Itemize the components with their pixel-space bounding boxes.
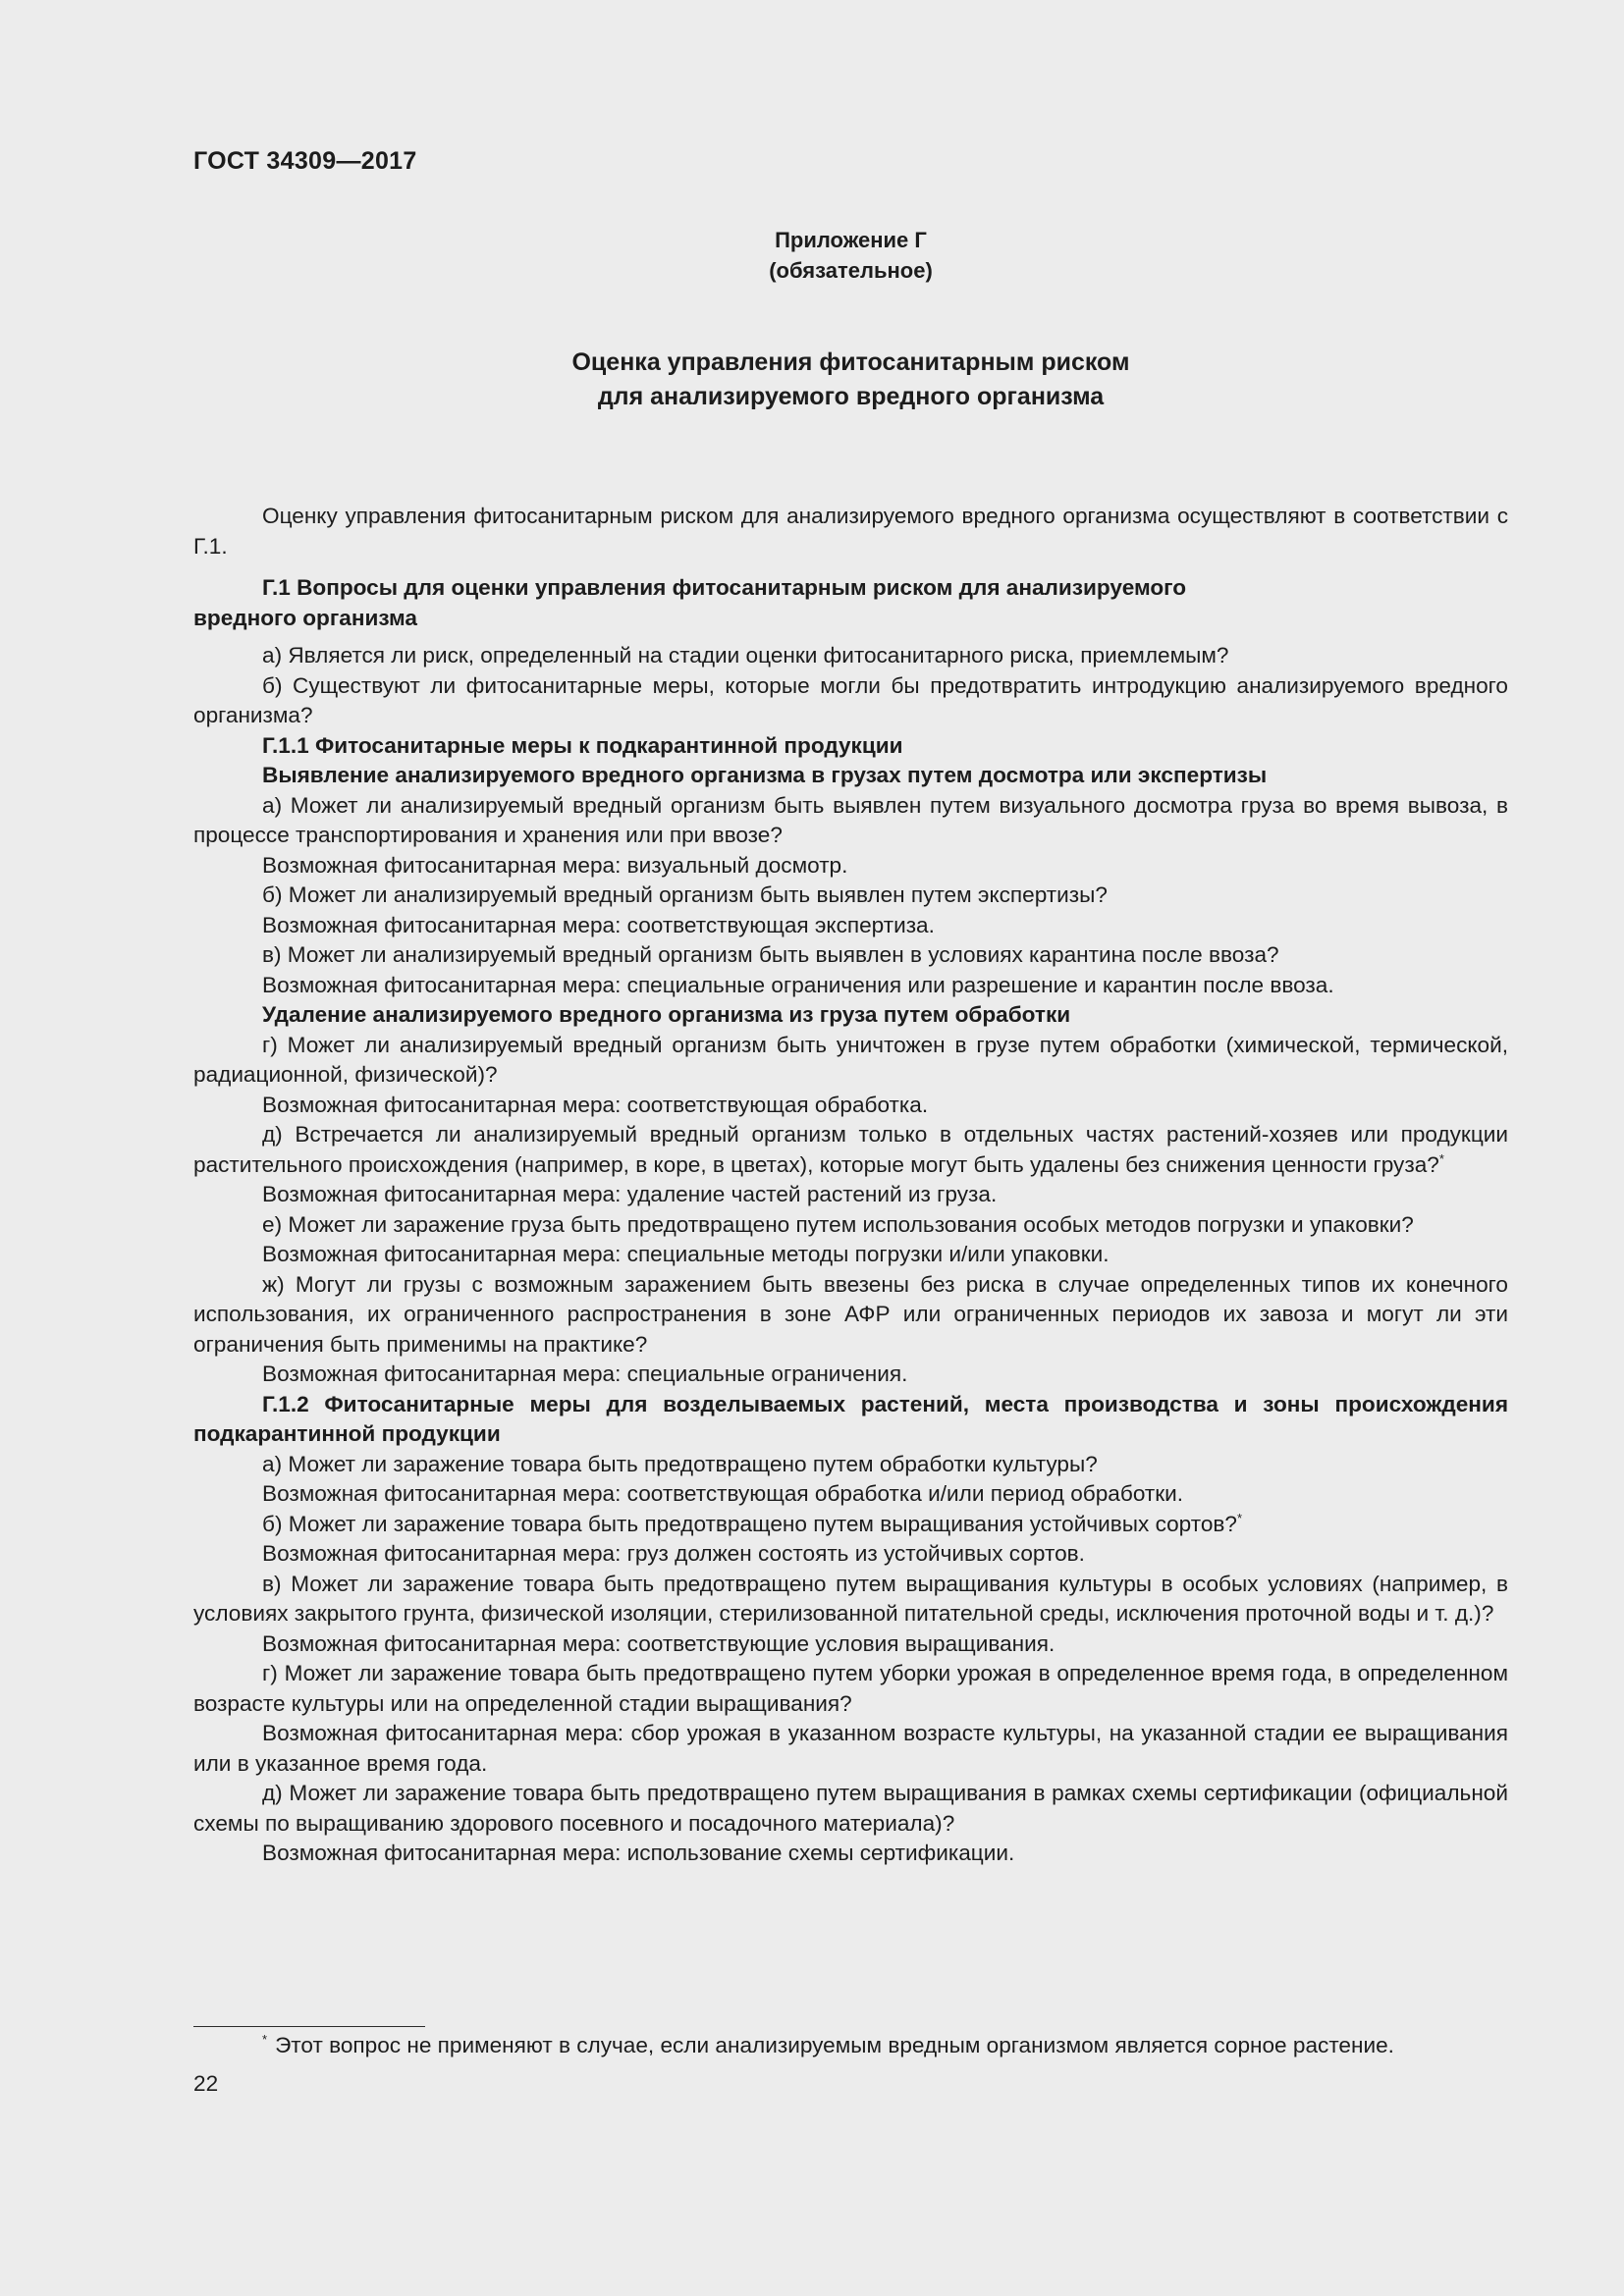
document-title bbox=[193, 346, 1508, 414]
paragraph: а) Может ли анализируемый вредный организм быть выявлен путем визуального досмотра груза во время вывоза, в процессе транспортирования и хранения или при ввозе? bbox=[193, 792, 1508, 847]
footnote-marker: * bbox=[262, 2032, 268, 2047]
section-heading: Выявление анализируемого вредного организма в грузах путем досмотра или экспертизы bbox=[262, 763, 1268, 787]
paragraph: б) Может ли анализируемый вредный организм быть выявлен путем экспертизы? bbox=[262, 882, 1108, 907]
section-heading: Г.1.2 Фитосанитарные меры для возделываемых растений, места производства и зоны происхождения подкарантинной продукции bbox=[193, 1391, 1508, 1446]
paragraph: в) Может ли заражение товара быть предотвращено путем выращивания культуры в особых условиях (например, в условиях закрытого грунта, физической изоляции, стерилизованной питательной среды, исключения проточной воды и т. д.)? bbox=[193, 1571, 1508, 1626]
footnote-reference: * bbox=[1438, 1150, 1444, 1166]
paragraph: Возможная фитосанитарная мера: соответствующая обработка и/или период обработки. bbox=[262, 1481, 1184, 1506]
section-heading: Г.1 Вопросы для оценки управления фитосанитарным риском для анализируемого вредного организма bbox=[193, 575, 1187, 630]
paragraph: д) Может ли заражение товара быть предотвращено путем выращивания в рамках схемы сертификации (официальной схемы по выращиванию здорового посевного и посадочного материала)? bbox=[193, 1781, 1508, 1836]
paragraph: Возможная фитосанитарная мера: груз должен состоять из устойчивых сортов. bbox=[262, 1541, 1085, 1566]
footnote-text: Этот вопрос не применяют в случае, если анализируемым вредным организмом является сорное растение. bbox=[275, 2033, 1394, 2057]
appendix-title: Приложение Г bbox=[775, 228, 927, 252]
paragraph: г) Может ли заражение товара быть предотвращено путем уборки урожая в определенное время года, в определенном возрасте культуры или на определенной стадии выращивания? bbox=[193, 1661, 1508, 1716]
standard-number: ГОСТ 34309—2017 bbox=[193, 147, 417, 175]
paragraph: Возможная фитосанитарная мера: использование схемы сертификации. bbox=[262, 1841, 1015, 1865]
paragraph: Возможная фитосанитарная мера: соответствующие условия выращивания. bbox=[262, 1630, 1056, 1656]
paragraph: Возможная фитосанитарная мера: удаление частей растений из груза. bbox=[262, 1182, 998, 1206]
paragraph: б) Существуют ли фитосанитарные меры, которые могли бы предотвратить интродукцию анализируемого вредного организма? bbox=[193, 672, 1508, 727]
paragraph: Возможная фитосанитарная мера: специальные ограничения. bbox=[262, 1362, 908, 1386]
paragraph: а) Является ли риск, определенный на стадии оценки фитосанитарного риска, приемлемым? bbox=[262, 643, 1229, 667]
paragraph: а) Может ли заражение товара быть предотвращено путем обработки культуры? bbox=[262, 1451, 1098, 1476]
section-heading: Удаление анализируемого вредного организма из груза путем обработки bbox=[262, 1002, 1071, 1027]
paragraph: е) Может ли заражение груза быть предотвращено путем использования особых методов погрузки и упаковки? bbox=[262, 1211, 1414, 1237]
footnote bbox=[193, 2031, 1508, 2060]
paragraph: Возможная фитосанитарная мера: специальные ограничения или разрешение и карантин после ввоза. bbox=[262, 972, 1334, 997]
paragraph: в) Может ли анализируемый вредный организм быть выявлен в условиях карантина после ввоза? bbox=[262, 942, 1279, 967]
paragraph: Возможная фитосанитарная мера: соответствующая экспертиза. bbox=[262, 912, 935, 937]
paragraph: Возможная фитосанитарная мера: сбор урожая в указанном возрасте культуры, на указанной стадии ее выращивания или в указанное время года. bbox=[193, 1721, 1508, 1776]
footnote-reference: * bbox=[1236, 1510, 1243, 1525]
paragraph: Оценку управления фитосанитарным риском для анализируемого вредного организма осуществляют в соответствии с Г.1. bbox=[193, 504, 1508, 559]
section-heading: Г.1.1 Фитосанитарные меры к подкарантинной продукции bbox=[262, 732, 903, 758]
paragraph: Возможная фитосанитарная мера: визуальный досмотр. bbox=[262, 852, 848, 878]
paragraph: ж) Могут ли грузы с возможным заражением быть ввезены без риска в случае определенных типов их конечного использования, их ограниченного распространения в зоне АФР или ограниченных периодов их завоза и могут ли эти ограничения быть применимы на практике? bbox=[193, 1271, 1508, 1357]
paragraph: г) Может ли анализируемый вредный организм быть уничтожен в грузе путем обработки (химической, термической, радиационной, физической)? bbox=[193, 1032, 1508, 1087]
appendix-status: (обязательное) bbox=[769, 258, 933, 283]
document-body bbox=[193, 502, 1508, 1869]
paragraph: Возможная фитосанитарная мера: специальные методы погрузки и/или упаковки. bbox=[262, 1242, 1110, 1266]
document-title-line-2: для анализируемого вредного организма bbox=[597, 383, 1105, 410]
paragraph: Возможная фитосанитарная мера: соответствующая обработка. bbox=[262, 1092, 929, 1117]
paragraph: б) Может ли заражение товара быть предотвращено путем выращивания устойчивых сортов?* bbox=[262, 1510, 1243, 1536]
paragraph: д) Встречается ли анализируемый вредный организм только в отдельных частях растений-хозяев или продукции растительного происхождения (например, в коре, в цветах), которые могут быть удалены без снижения ценности груза?* bbox=[193, 1122, 1508, 1177]
footnote-divider bbox=[193, 2026, 425, 2027]
document-title-line-1: Оценка управления фитосанитарным риском bbox=[571, 348, 1130, 376]
page-number: 22 bbox=[193, 2071, 219, 2096]
